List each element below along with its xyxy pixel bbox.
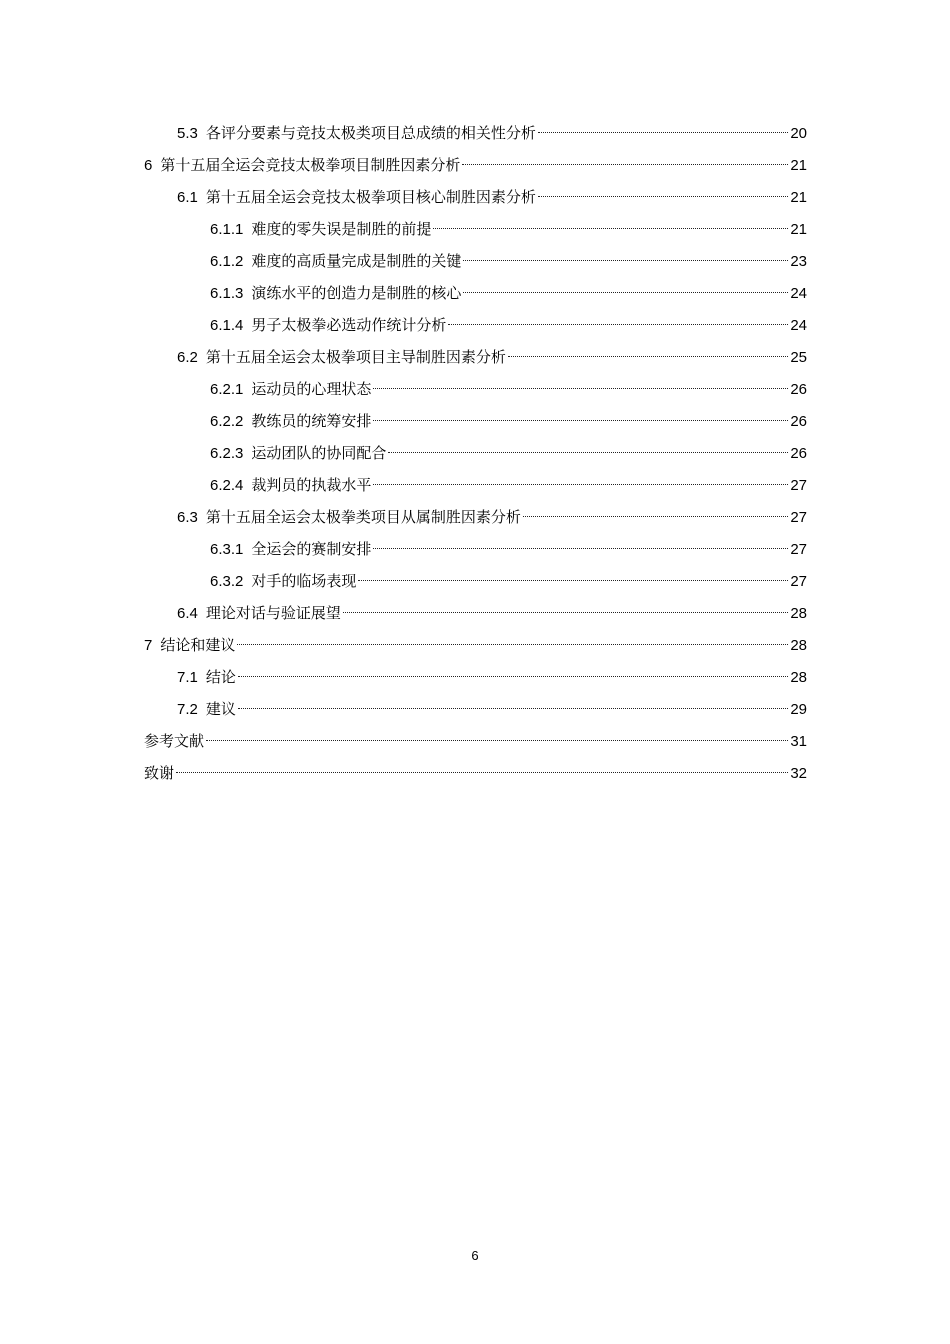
toc-entry-number: 6: [144, 157, 153, 174]
toc-dot-leader: [538, 132, 788, 133]
toc-dot-leader: [343, 612, 788, 613]
toc-entry-page: 27: [790, 541, 807, 558]
toc-entry-title: 运动团队的协同配合: [251, 444, 387, 462]
toc-entry-title: 难度的高质量完成是制胜的关键: [251, 252, 462, 270]
toc-entry-number: 7: [144, 637, 153, 654]
toc-dot-leader: [373, 388, 788, 389]
toc-entry-title: 各评分要素与竞技太极类项目总成绩的相关性分析: [205, 124, 536, 142]
toc-entry-title: 致谢: [144, 764, 175, 782]
toc-dot-leader: [237, 644, 788, 645]
toc-entry-title: 第十五届全运会竞技太极拳项目制胜因素分析: [160, 156, 461, 174]
toc-dot-leader: [238, 676, 788, 677]
toc-entry-number: 6.2: [177, 349, 198, 366]
toc-entry-title: 男子太极拳必选动作统计分析: [251, 316, 447, 334]
toc-entry-number: 5.3: [177, 125, 198, 142]
table-of-contents: [144, 117, 807, 789]
toc-entry[interactable]: [144, 757, 807, 789]
toc-entry-page: 27: [790, 573, 807, 590]
toc-entry-page: 20: [790, 125, 807, 142]
toc-entry-number: 6.2.4: [210, 477, 244, 494]
toc-entry[interactable]: [144, 725, 807, 757]
toc-entry-number: 6.1.4: [210, 317, 244, 334]
toc-entry-number: 6.3.1: [210, 541, 244, 558]
toc-entry-title: 结论和建议: [160, 636, 236, 654]
toc-entry-number: 6.1.3: [210, 285, 244, 302]
toc-entry-page: 27: [790, 509, 807, 526]
toc-entry-number: 6.2.2: [210, 413, 244, 430]
toc-entry-page: 23: [790, 253, 807, 270]
toc-entry-page: 28: [790, 637, 807, 654]
toc-entry[interactable]: [144, 533, 807, 565]
toc-entry-title: 运动员的心理状态: [251, 380, 372, 398]
toc-entry[interactable]: [144, 181, 807, 213]
toc-entry-title: 演练水平的创造力是制胜的核心: [251, 284, 462, 302]
toc-entry-number: 6.4: [177, 605, 198, 622]
toc-dot-leader: [373, 484, 788, 485]
toc-entry-number: 6.3: [177, 509, 198, 526]
toc-entry-page: 32: [790, 765, 807, 782]
toc-entry-title: 第十五届全运会竞技太极拳项目核心制胜因素分析: [205, 188, 536, 206]
toc-entry-page: 21: [790, 221, 807, 238]
toc-entry-page: 26: [790, 445, 807, 462]
toc-entry[interactable]: [144, 597, 807, 629]
toc-entry-title: 对手的临场表现: [251, 572, 357, 590]
toc-dot-leader: [538, 196, 788, 197]
toc-entry-page: 28: [790, 669, 807, 686]
toc-entry[interactable]: [144, 341, 807, 373]
toc-entry[interactable]: [144, 501, 807, 533]
toc-entry-title: 教练员的统筹安排: [251, 412, 372, 430]
toc-dot-leader: [388, 452, 788, 453]
toc-entry-title: 裁判员的执裁水平: [251, 476, 372, 494]
toc-dot-leader: [463, 292, 788, 293]
page-number: 6: [471, 1248, 479, 1263]
toc-dot-leader: [433, 228, 788, 229]
toc-entry[interactable]: [144, 437, 807, 469]
toc-entry-page: 24: [790, 285, 807, 302]
toc-dot-leader: [373, 420, 788, 421]
toc-entry[interactable]: [144, 309, 807, 341]
toc-dot-leader: [462, 164, 788, 165]
toc-entry[interactable]: [144, 245, 807, 277]
toc-entry-number: 6.2.3: [210, 445, 244, 462]
toc-entry-title: 建议: [205, 700, 236, 718]
toc-entry-title: 结论: [205, 668, 236, 686]
toc-dot-leader: [238, 708, 788, 709]
toc-entry-title: 全运会的赛制安排: [251, 540, 372, 558]
toc-dot-leader: [523, 516, 788, 517]
toc-dot-leader: [176, 772, 788, 773]
toc-dot-leader: [448, 324, 788, 325]
toc-entry-number: 6.1: [177, 189, 198, 206]
toc-entry-title: 参考文献: [144, 732, 205, 750]
toc-entry-number: 6.1.1: [210, 221, 244, 238]
toc-dot-leader: [358, 580, 788, 581]
toc-entry-page: 27: [790, 477, 807, 494]
toc-entry[interactable]: [144, 565, 807, 597]
toc-entry-number: 6.3.2: [210, 573, 244, 590]
toc-entry-page: 21: [790, 189, 807, 206]
toc-entry-page: 28: [790, 605, 807, 622]
toc-entry[interactable]: [144, 277, 807, 309]
toc-entry[interactable]: [144, 469, 807, 501]
toc-entry-page: 21: [790, 157, 807, 174]
toc-entry[interactable]: [144, 661, 807, 693]
toc-entry[interactable]: [144, 117, 807, 149]
toc-entry-page: 26: [790, 413, 807, 430]
toc-entry-page: 29: [790, 701, 807, 718]
toc-entry[interactable]: [144, 213, 807, 245]
toc-entry-page: 31: [790, 733, 807, 750]
toc-entry-number: 6.1.2: [210, 253, 244, 270]
toc-entry-title: 理论对话与验证展望: [205, 604, 341, 622]
toc-entry-number: 7.2: [177, 701, 198, 718]
toc-entry-title: 第十五届全运会太极拳项目主导制胜因素分析: [205, 348, 506, 366]
toc-entry-title: 难度的零失误是制胜的前提: [251, 220, 432, 238]
toc-entry-number: 7.1: [177, 669, 198, 686]
toc-dot-leader: [206, 740, 788, 741]
toc-entry-title: 第十五届全运会太极拳类项目从属制胜因素分析: [205, 508, 521, 526]
toc-entry[interactable]: [144, 629, 807, 661]
toc-entry[interactable]: [144, 149, 807, 181]
toc-entry-page: 26: [790, 381, 807, 398]
toc-entry-number: 6.2.1: [210, 381, 244, 398]
toc-dot-leader: [373, 548, 788, 549]
toc-entry[interactable]: [144, 693, 807, 725]
toc-dot-leader: [463, 260, 788, 261]
toc-dot-leader: [508, 356, 788, 357]
toc-entry[interactable]: [144, 373, 807, 405]
toc-entry[interactable]: [144, 405, 807, 437]
toc-entry-page: 24: [790, 317, 807, 334]
toc-entry-page: 25: [790, 349, 807, 366]
